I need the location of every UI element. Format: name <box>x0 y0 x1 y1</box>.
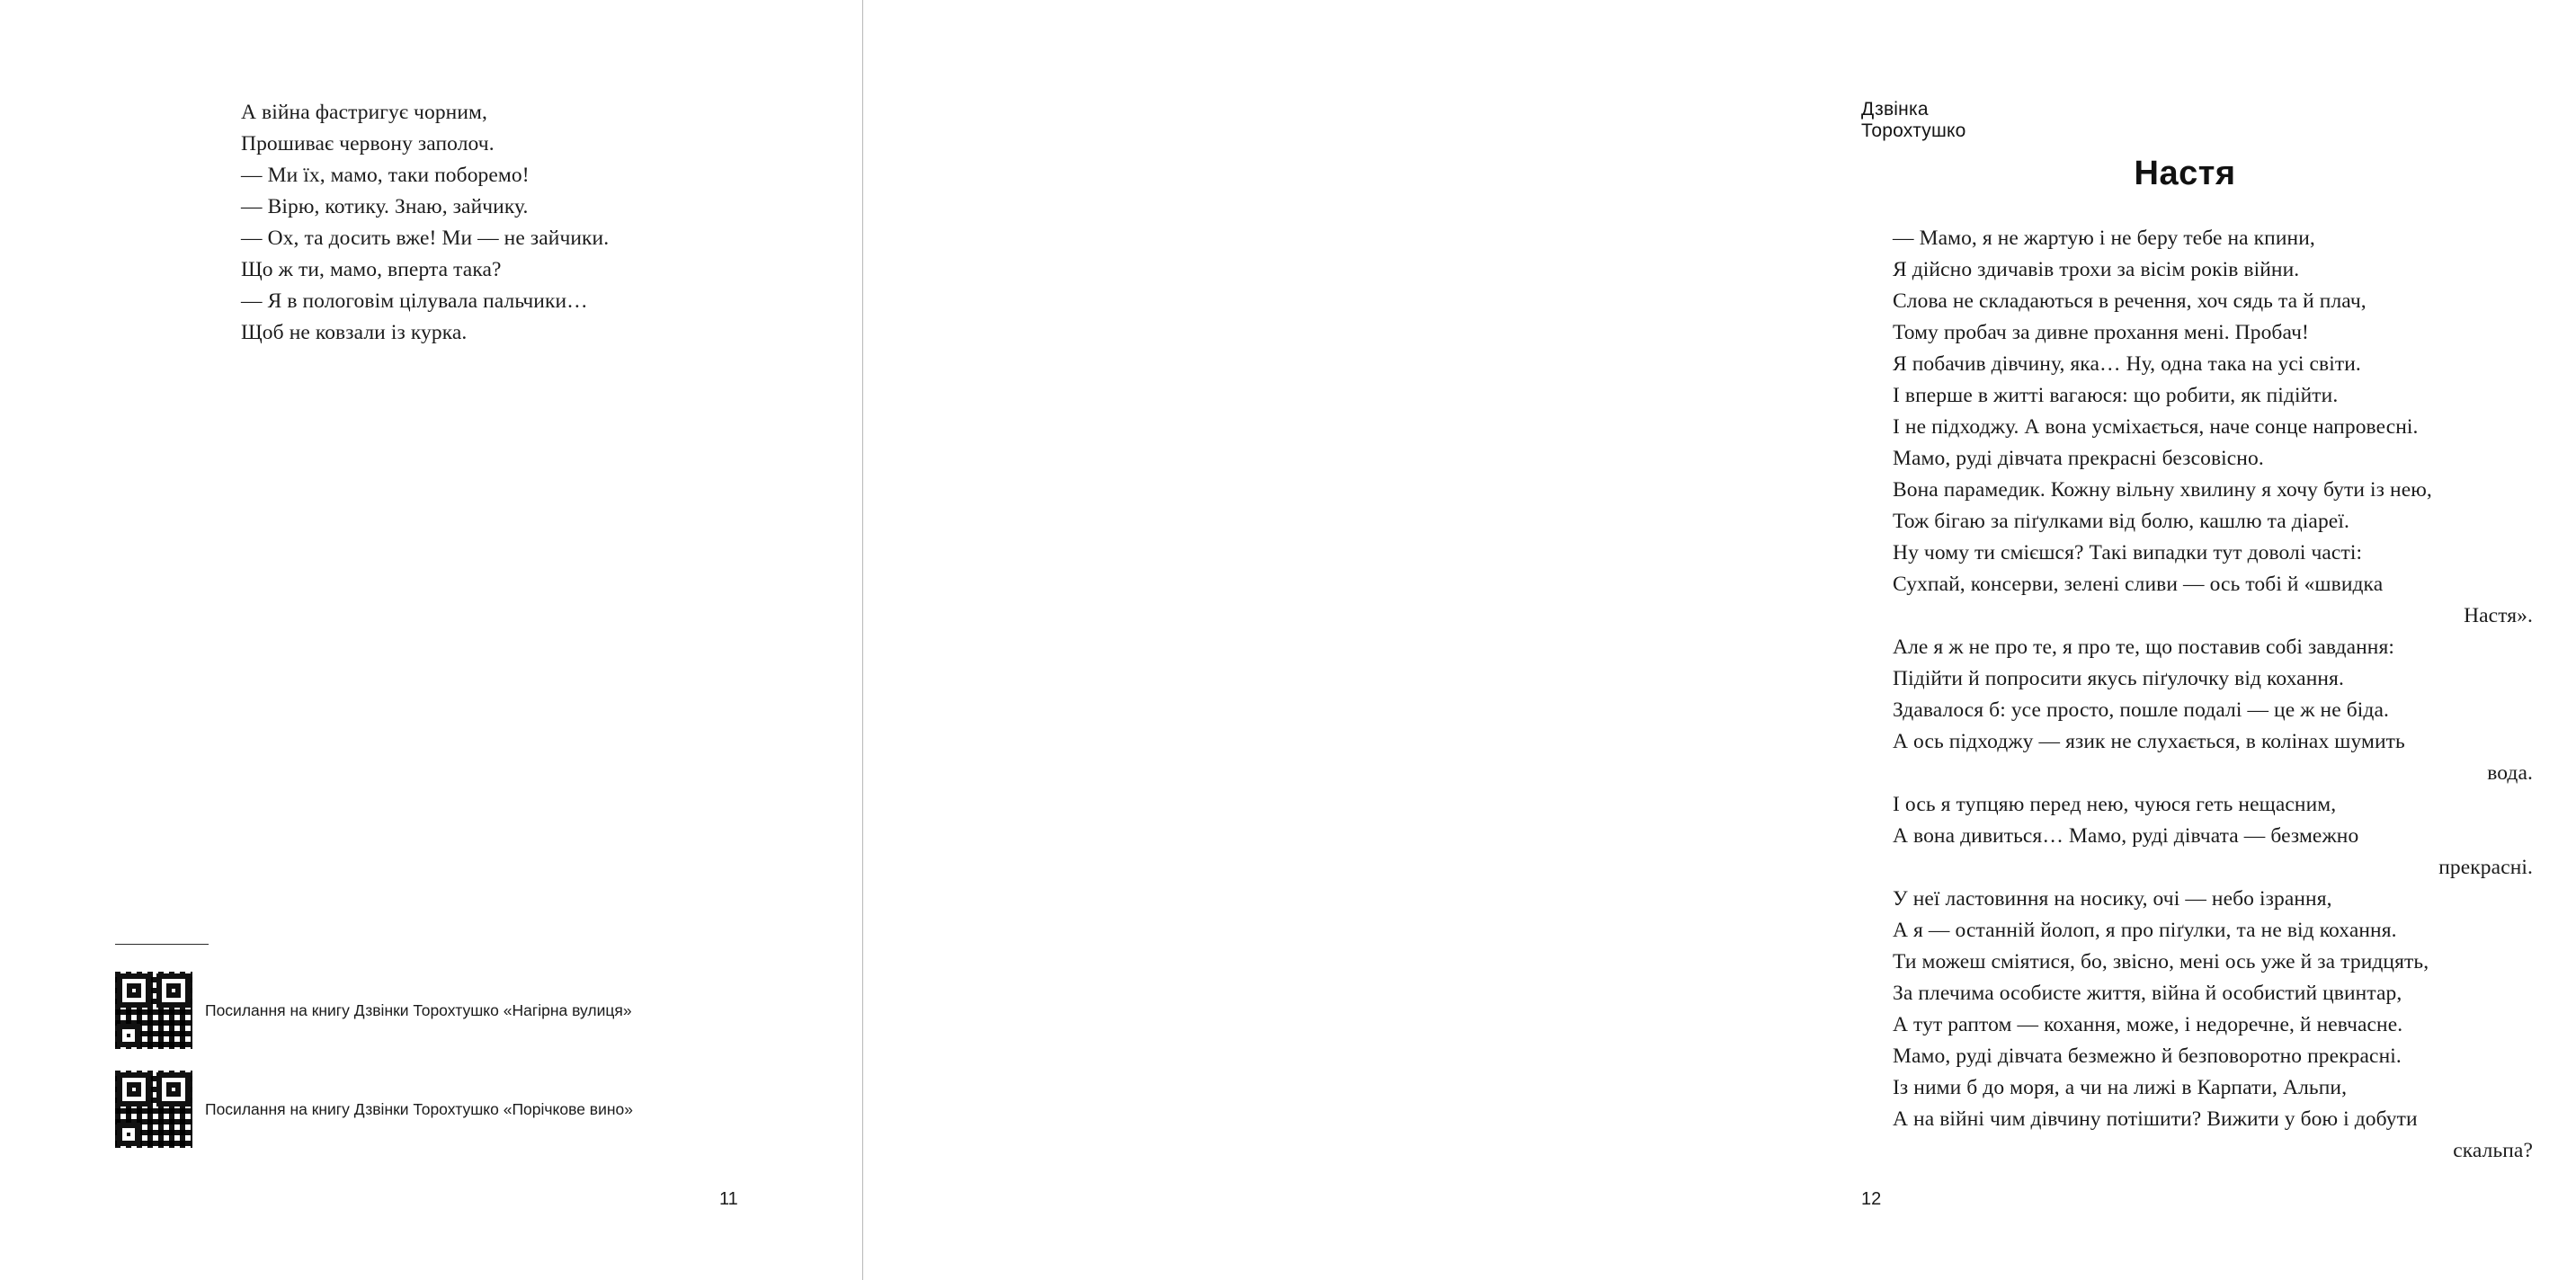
poem-line: А вона дивиться… Мамо, руді дівчата — безмежно <box>1893 824 2359 848</box>
poem-stanza <box>1893 632 2576 789</box>
poem-line: Я побачив дівчину, яка… Ну, одна така на усі світи. <box>1893 352 2361 376</box>
poem-line: А війна фастригує чорним, <box>241 101 487 124</box>
poem-line: А тут раптом — кохання, може, і недоречне, й невчасне. <box>1893 1013 2403 1036</box>
poem-continuation <box>241 97 744 349</box>
poem-line: Здавалося б: усе просто, пошле подалі — це ж не біда. <box>1893 698 2389 722</box>
page-number-right: 12 <box>1861 1189 1882 1209</box>
footnote-link-rows <box>115 972 744 1148</box>
poem-line: Із ними б до моря, а чи на лижі в Карпати, Альпи, <box>1893 1076 2348 1099</box>
poem-line: Мамо, руді дівчата безмежно й безповоротно прекрасні. <box>1893 1044 2402 1068</box>
footnote-rule <box>115 944 209 945</box>
poem-line: — Ох, та досить вже! Ми — не зайчики. <box>241 227 610 250</box>
poem-line: А я — останній йолоп, я про піґулки, та не від кохання. <box>1893 919 2397 942</box>
left-page <box>0 0 863 1280</box>
poem-line: прекрасні. <box>2438 856 2533 879</box>
poem-line: Ти можеш сміятися, бо, звісно, мені ось уже й за тридцять, <box>1893 950 2429 973</box>
poem-line: Щоб не ковзали із курка. <box>241 321 468 344</box>
poem-line: Настя». <box>2464 604 2533 627</box>
poem-title: Настя <box>2134 155 2236 192</box>
right-page <box>863 0 2533 1280</box>
poem-line: — Ми їх, мамо, таки поборемо! <box>241 164 530 187</box>
poem-line: Що ж ти, мамо, вперта така? <box>241 258 502 281</box>
footnote-link-row[interactable] <box>115 972 744 1049</box>
poem-line: — Вірю, котику. Знаю, зайчику. <box>241 195 529 218</box>
poem-line: — Мамо, я не жартую і не беру тебе на кпини, <box>1893 227 2315 250</box>
poem-line: У неї ластовиння на носику, очі — небо ізрання, <box>1893 887 2332 911</box>
poem-stanza <box>1893 223 2576 632</box>
poem-line: І ось я тупцяю перед нею, чуюся геть нещасним, <box>1893 793 2337 816</box>
poem-line: Слова не складаються в речення, хоч сядь та й плач, <box>1893 289 2367 313</box>
poem-line: За плечима особисте життя, війна й особистий цвинтар, <box>1893 982 2402 1005</box>
poem-line: — Я в пологовім цілувала пальчики… <box>241 289 588 313</box>
poem-line: Але я ж не про те, я про те, що поставив собі завдання: <box>1893 636 2395 659</box>
qr-code-icon[interactable] <box>115 972 192 1049</box>
poem-line: А ось підходжу — язик не слухається, в колінах шумить <box>1893 730 2405 753</box>
poem-line: Мамо, руді дівчата прекрасні безсовісно. <box>1893 447 2264 470</box>
qr-finder-pattern <box>117 1123 140 1146</box>
footnote-link-caption: Посилання на книгу Дзвінки Торохтушко «Нагірна вулиця» <box>205 1001 632 1019</box>
footnote-links-block <box>115 944 744 1169</box>
qr-code-icon[interactable] <box>115 1071 192 1148</box>
poem-line: Тому пробач за дивне прохання мені. Пробач! <box>1893 321 2309 344</box>
poem-line: А на війні чим дівчину потішити? Вижити у бою і добути <box>1893 1107 2418 1131</box>
poem-line: вода. <box>2487 761 2533 785</box>
poem-line: Ну чому ти смієшся? Такі випадки тут доволі часті: <box>1893 541 2363 564</box>
poem-line: Сухпай, консерви, зелені сливи — ось тобі й «швидка <box>1893 573 2384 596</box>
poem-stanza <box>1893 789 2576 884</box>
poem-line: Тож бігаю за піґулками від болю, кашлю та діареї. <box>1893 510 2349 533</box>
poem-line: Я дійсно здичавів трохи за вісім років війни. <box>1893 258 2300 281</box>
poem-line: Прошиває червону заполоч. <box>241 132 495 156</box>
poem-line: Вона парамедик. Кожну вільну хвилину я хочу бути із нею, <box>1893 478 2432 502</box>
poem-line: Підійти й попросити якусь піґулочку від кохання. <box>1893 667 2344 690</box>
poem-body <box>1893 223 2576 1167</box>
footnote-link-caption: Посилання на книгу Дзвінки Торохтушко «Порічкове вино» <box>205 1100 633 1118</box>
page-number-left: 11 <box>719 1189 738 1209</box>
poem-line: І не підходжу. А вона усміхається, наче сонце напровесні. <box>1893 415 2419 439</box>
poem-line: скальпа? <box>2453 1139 2533 1162</box>
footnote-link-row[interactable] <box>115 1071 744 1148</box>
qr-finder-pattern <box>117 1024 140 1047</box>
poem-author: Дзвінка Торохтушко <box>1861 99 1966 141</box>
poem-stanza <box>1893 884 2576 1167</box>
poem-line: І вперше в житті вагаюся: що робити, як підійти. <box>1893 384 2339 407</box>
